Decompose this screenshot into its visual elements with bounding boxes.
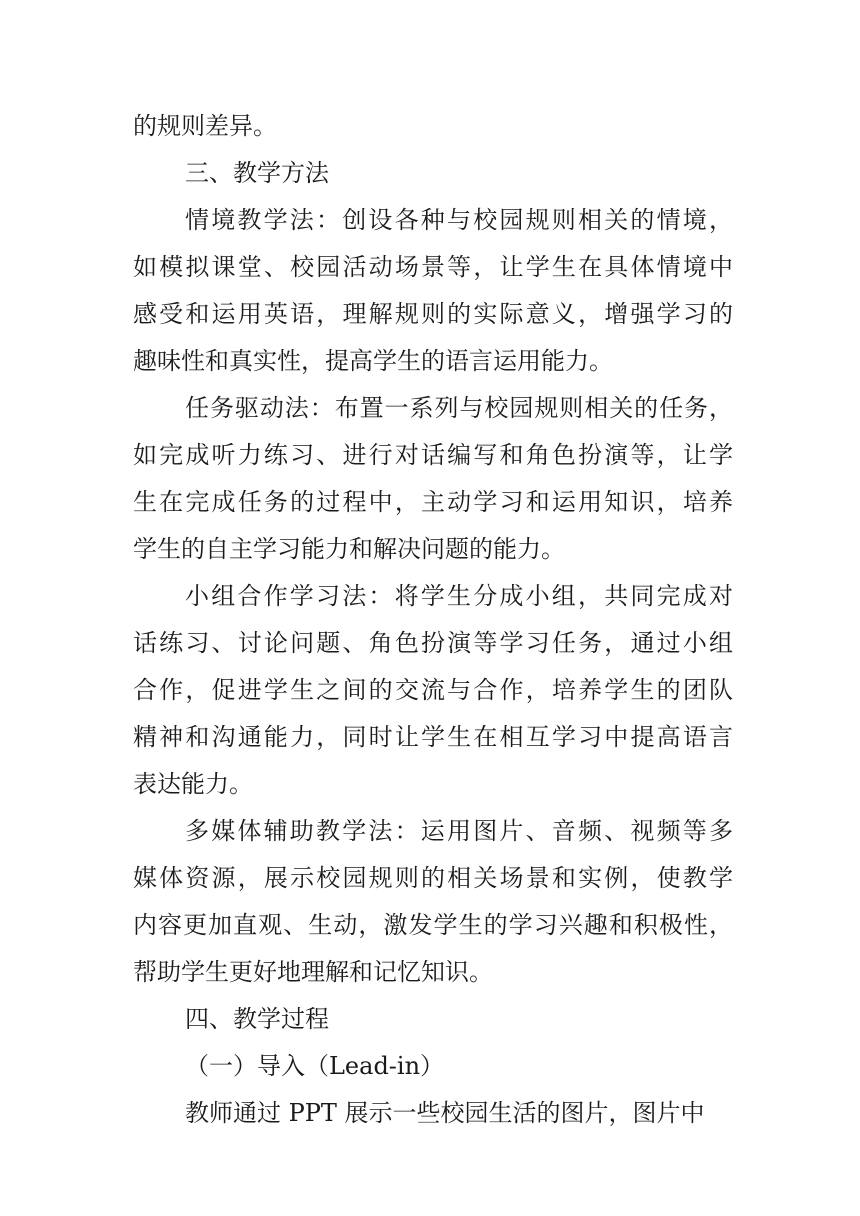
section-heading-teaching-process: 四、教学过程 bbox=[185, 1005, 329, 1033]
text-line-17: 媒体资源，展示校园规则的相关场景和实例，使教学 bbox=[133, 864, 733, 892]
text-line-8: 如完成听力练习、进行对话编写和角色扮演等，让学 bbox=[133, 441, 733, 469]
text-line-1: 的规则差异。 bbox=[133, 112, 277, 140]
text-line-6: 趣味性和真实性，提高学生的语言运用能力。 bbox=[133, 347, 613, 375]
section-heading-teaching-methods: 三、教学方法 bbox=[185, 159, 329, 187]
text-line-4: 如模拟课堂、校园活动场景等，让学生在具体情境中 bbox=[133, 253, 733, 281]
text-line-12: 话练习、讨论问题、角色扮演等学习任务，通过小组 bbox=[133, 629, 733, 657]
text-line-18: 内容更加直观、生动，激发学生的学习兴趣和积极性， bbox=[133, 911, 733, 939]
text-line-22: 教师通过 PPT 展示一些校园生活的图片，图片中 bbox=[185, 1099, 705, 1127]
text-line-16: 多媒体辅助教学法：运用图片、音频、视频等多 bbox=[185, 817, 733, 845]
text-line-5: 感受和运用英语，理解规则的实际意义，增强学习的 bbox=[133, 300, 733, 328]
text-line-10: 学生的自主学习能力和解决问题的能力。 bbox=[133, 535, 565, 563]
text-line-3: 情境教学法：创设各种与校园规则相关的情境， bbox=[185, 206, 733, 234]
text-line-15: 表达能力。 bbox=[133, 770, 253, 798]
subsection-heading-lead-in: （一）导入（Lead-in） bbox=[185, 1052, 445, 1080]
text-line-7: 任务驱动法：布置一系列与校园规则相关的任务， bbox=[185, 394, 733, 422]
text-line-11: 小组合作学习法：将学生分成小组，共同完成对 bbox=[185, 582, 733, 610]
text-line-19: 帮助学生更好地理解和记忆知识。 bbox=[133, 958, 493, 986]
text-line-14: 精神和沟通能力，同时让学生在相互学习中提高语言 bbox=[133, 723, 733, 751]
text-line-9: 生在完成任务的过程中，主动学习和运用知识，培养 bbox=[133, 488, 733, 516]
text-line-13: 合作，促进学生之间的交流与合作，培养学生的团队 bbox=[133, 676, 733, 704]
